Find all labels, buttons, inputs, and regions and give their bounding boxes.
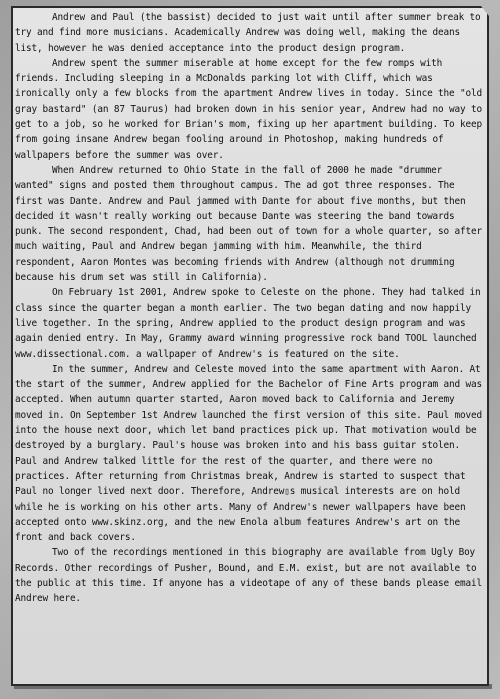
paragraph: Andrew spent the summer miserable at home except for the few romps with friends. Including sleeping in a McDonalds parking lot with Cliff, which was ironically only a few blocks from the apartment Andrew lives in today. Since the "old gray bastard" (an 87 Taurus) had broken down in his senior year, Andrew had no way to get to a job, so he worked for Brian's mom, fixing up her apartment building. To keep from going insane Andrew began fooling around in Photoshop, making hundreds of wallpapers before the summer was over. bbox=[15, 57, 483, 161]
paragraph: When Andrew returned to Ohio State in the fall of 2000 he made "drummer wanted" signs and posted them throughout campus. The ad got three responses. The first was Dante. Andrew and Paul jammed with Dante for about five months, but then decided it wasn't really working out because Dante was steering the band towards punk. The second respondent, Chad, had been out of town for a whole quarter, so after much waiting, Paul and Andrew began jamming with him. Meanwhile, the third respondent, Aaron Montes was becoming friends with Andrew (although not drumming because his drum set was still in California). bbox=[15, 164, 483, 284]
paragraph: Two of the recordings mentioned in this biography are available from Ugly Boy Records. Other recordings of Pusher, Bound, and E.M. exist, but are not available to the public at this time. If anyone has a videotape of any of these bands please email Andrew here. bbox=[15, 547, 483, 605]
biography-text bbox=[15, 10, 485, 607]
paragraph: On February 1st 2001, Andrew spoke to Celeste on the phone. They had talked in class since the quarter began a month earlier. The two began dating and now happily live together. In the spring, Andrew applied to the product design program and was again denied entry. In May, Grammy award winning progressive rock band TOOL launched www.dissectional.com. a wallpaper of Andrew's is featured on the site. bbox=[15, 287, 481, 360]
paragraph: In the summer, Andrew and Celeste moved into the same apartment with Aaron. At the start of the summer, Andrew applied for the Bachelor of Fine Arts program and was accepted. When autumn quarter started, Aaron moved back to California and Jeremy moved in. On September 1st Andrew launched the first version of this site. Paul moved into the house next door, which let band practices pick up. That motivation would be destroyed by a burglary. Paul's house was broken into and his bass guitar stolen. Paul and Andrew talked little for the rest of the quarter, and there were no practices. After returning from Christmas break, Andrew is started to suspect that Paul no longer lived next door. Therefore, Andrew▯s musical interests are on hold while he is working on his other arts. Many of Andrew's newer wallpapers have been accepted onto www.skinz.org, and the new Enola album features Andrew's art on the front and back covers. bbox=[15, 363, 483, 544]
paragraph: Andrew and Paul (the bassist) decided to just wait until after summer break to try and find more musicians. Academically Andrew was doing well, making the deans list, however he was denied acceptance into the product design program. bbox=[15, 12, 481, 54]
